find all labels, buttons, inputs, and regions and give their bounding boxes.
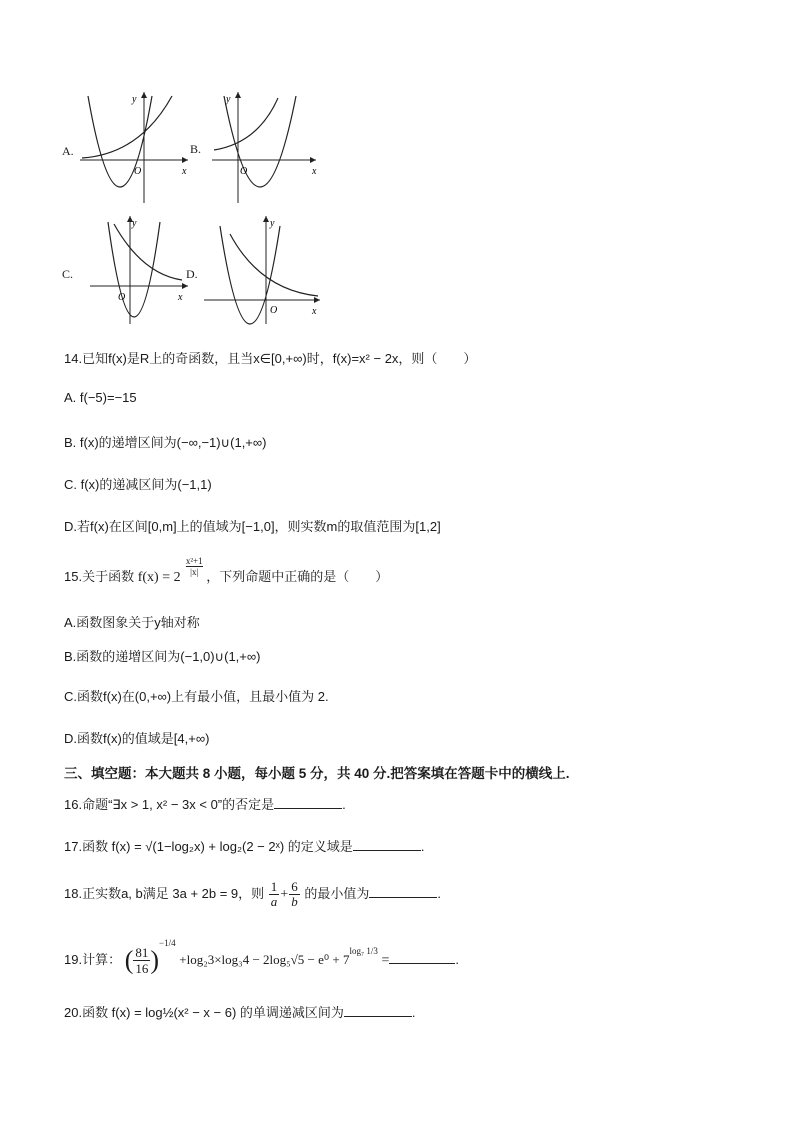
q14-stem: 14.已知f(x)是R上的奇函数，且当x∈[0,+∞)时，f(x)=x² − 2x，则（ ） <box>64 351 477 366</box>
graph-d-svg <box>186 212 326 330</box>
q15-func-lhs: f(x) = 2 <box>137 570 181 585</box>
q15-exp-num: x²+1 <box>185 556 203 566</box>
q15-func <box>137 556 203 586</box>
q14-option-c: C. f(x)的递减区间为(−1,1) <box>64 477 212 492</box>
q20 <box>64 1002 416 1021</box>
q19-base-num: 81 <box>135 945 149 961</box>
graph-a-svg <box>60 88 200 208</box>
q19-base <box>133 945 150 976</box>
q16 <box>64 794 346 813</box>
graph-a-y-label: y <box>132 94 137 105</box>
q15-option-d: D.函数f(x)的值域是[4,+∞) <box>64 731 210 746</box>
q17-end: . <box>420 839 425 854</box>
q15-option-c: C.函数f(x)在(0,+∞)上有最小值，且最小值为 2. <box>64 689 329 704</box>
graph-b-y-label: y <box>226 94 231 105</box>
graph-option-a <box>60 88 200 208</box>
q15-stem <box>64 556 389 586</box>
graph-d-y-label: y <box>270 218 275 229</box>
q19-paren-close: ) <box>150 945 160 975</box>
graph-d-label: D. <box>186 267 198 281</box>
q15-exp-den: |x| <box>190 567 199 577</box>
q18-end: . <box>437 885 441 901</box>
q18-frac2 <box>289 880 300 909</box>
graph-option-c <box>60 212 200 330</box>
q18-frac2-num: 6 <box>291 879 298 894</box>
q19-answer-blank[interactable] <box>389 951 455 964</box>
q15-option-b: B.函数的递增区间为(−1,0)∪(1,+∞) <box>64 649 261 664</box>
graph-b-label: B. <box>190 142 202 156</box>
graph-c-origin: O <box>118 292 126 303</box>
graph-c-y-label: y <box>132 218 137 229</box>
graph-b-svg <box>188 88 328 208</box>
graph-option-b <box>188 88 328 208</box>
q18-suffix: 的最小值为 <box>304 885 370 901</box>
q20-end: . <box>411 1005 416 1020</box>
q17 <box>64 836 424 855</box>
q18-plus: + <box>280 886 289 902</box>
q15-stem-suffix: ，下列命题中正确的是（ ） <box>206 569 389 584</box>
q19-prefix: 19.计算： <box>64 952 122 967</box>
graph-d-x-label: x <box>312 306 317 317</box>
q15-stem-prefix: 15.关于函数 <box>64 569 135 584</box>
q18-frac1-den: a <box>270 894 278 909</box>
graph-b-origin: O <box>240 166 248 177</box>
q18-frac1 <box>269 880 280 909</box>
q19-exponent: −1/4 <box>159 938 176 948</box>
q20-answer-blank[interactable] <box>344 1004 412 1017</box>
graph-a-origin: O <box>134 166 142 177</box>
q15-option-a: A.函数图象关于y轴对称 <box>64 615 200 630</box>
q14-option-a: A. f(−5)=−15 <box>64 390 137 405</box>
q18-frac1-num: 1 <box>270 879 278 894</box>
graph-option-d <box>186 212 326 330</box>
q18-frac2-den: b <box>291 894 298 909</box>
q19-base-den: 16 <box>135 961 149 977</box>
q19-eq: = <box>381 953 390 968</box>
q16-text: 16.命题“∃x > 1, x² − 3x < 0”的否定是 <box>64 797 275 812</box>
graph-c-label: C. <box>62 267 74 281</box>
q20-text: 20.函数 f(x) = log½(x² − x − 6) 的单调递减区间为 <box>64 1005 344 1020</box>
q19-end: . <box>455 952 460 967</box>
q19 <box>64 938 459 982</box>
q18-answer-blank[interactable] <box>369 885 437 898</box>
q18 <box>64 880 441 920</box>
graph-a-label: A. <box>62 144 74 158</box>
q19-exp2: log₇ 1/3 <box>349 946 378 956</box>
q14-option-d: D.若f(x)在区间[0,m]上的值域为[−1,0]，则实数m的取值范围为[1,2] <box>64 519 441 534</box>
q19-rest: +log₂3×log₃4 − 2log₅√5 − e⁰ + 7 <box>179 952 350 967</box>
graph-c-svg <box>60 212 200 330</box>
q16-end: . <box>342 797 346 812</box>
q14-option-b: B. f(x)的递增区间为(−∞,−1)∪(1,+∞) <box>64 435 267 450</box>
q19-paren-open: ( <box>124 945 134 975</box>
q15-exponent <box>186 556 203 577</box>
q18-prefix: 18.正实数a, b满足 3a + 2b = 9，则 <box>64 885 265 901</box>
graph-b-x-label: x <box>312 166 317 177</box>
graph-c-x-label: x <box>178 292 183 303</box>
section-3-heading: 三、填空题：本大题共 8 小题，每小题 5 分，共 40 分.把答案填在答题卡中的横线上. <box>64 766 570 781</box>
graph-d-origin: O <box>270 305 278 316</box>
q17-text: 17.函数 f(x) = √(1−log₂x) + log₂(2 − 2ˣ) 的定义域是 <box>64 839 353 854</box>
q16-answer-blank[interactable] <box>274 796 342 809</box>
graph-a-x-label: x <box>182 166 187 177</box>
q17-answer-blank[interactable] <box>353 838 421 851</box>
